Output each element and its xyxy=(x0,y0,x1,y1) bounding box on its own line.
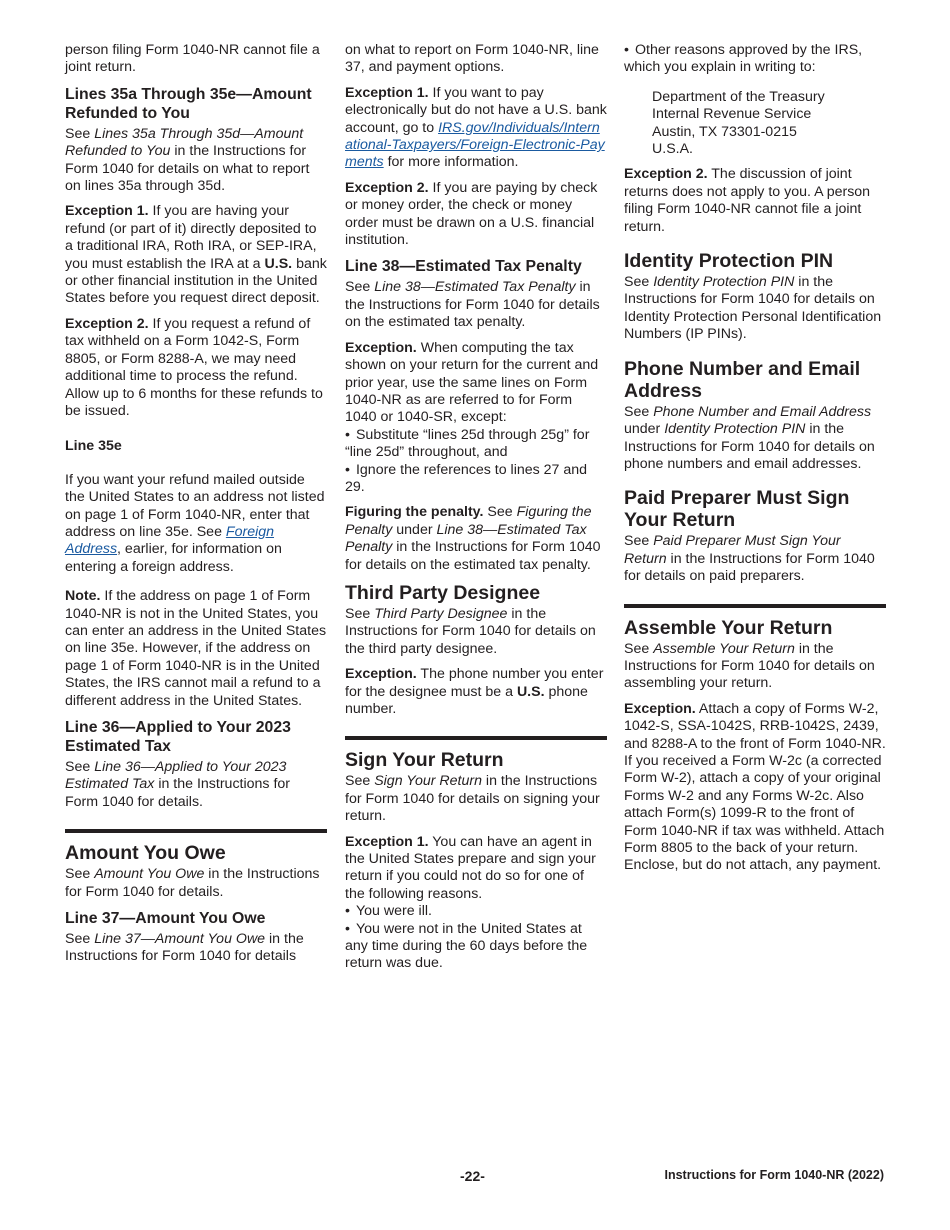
paragraph-35e: If you want your refund mailed outside the United States to an address not listed on page 1 of Form 1040-NR, enter that address on line 35e. See Foreign Address, earlier, for information on entering a foreign address. xyxy=(65,471,325,575)
paragraph-pin: See Identity Protection PIN in the Instructions for Form 1040 for details on Identity Protection Personal Identification Numbers (IP PINs). xyxy=(624,274,882,343)
heading-amount-you-owe: Amount You Owe xyxy=(65,842,226,865)
paragraph-37: See Line 37—Amount You Owe in the Instructions for Form 1040 for details xyxy=(65,931,304,965)
bullet-item: • Ignore the references to lines 27 and 29. xyxy=(345,462,607,497)
paragraph-36: See Line 36—Applied to Your 2023 Estimated Tax in the Instructions for Form 1040 for details. xyxy=(65,759,291,810)
bullet-item: • You were not in the United States at any time during the 60 days before the return was due. xyxy=(345,921,607,973)
address-line: Internal Revenue Service xyxy=(652,106,812,123)
figuring-the-penalty: Figuring the penalty. See Figuring the Penalty under Line 38—Estimated Tax Penalty in the Instructions for Form 1040 for details on the estimated tax penalty. xyxy=(345,504,601,573)
heading-lines-35a-35e: Lines 35a Through 35e—Amount Refunded to You xyxy=(65,85,312,122)
paragraph-sign: See Sign Your Return in the Instructions for Form 1040 for details on signing your return. xyxy=(345,773,600,825)
heading-line-37: Line 37—Amount You Owe xyxy=(65,910,266,928)
bullet-item: • Substitute “lines 25d through 25g” for “line 25d” throughout, and xyxy=(345,427,607,462)
heading-sign-your-return: Sign Your Return xyxy=(345,749,504,772)
page-number: -22- xyxy=(460,1168,485,1184)
heading-phone-email: Phone Number and Email Address xyxy=(624,357,861,402)
address-line: Department of the Treasury xyxy=(652,88,825,105)
exception-assemble: Exception. Attach a copy of Forms W-2, 1042-S, SSA-1042S, RRB-1042S, 2439, and 8288-A to the front of Form 1040-NR. If you received a Form W-2c (a corrected Form W-2), attach a copy of your original Forms W-2 and any Forms W-2c. Also attach Form(s) 1099-R to the front of Form 1040-NR if tax was withheld. Attach Form 8805 to the back of your return. Enclose, but do not attach, any payment. xyxy=(624,700,886,874)
heading-identity-protection-pin: Identity Protection PIN xyxy=(624,250,834,273)
column-3 xyxy=(624,42,886,883)
foreign-address-link[interactable]: Foreign Address xyxy=(65,523,275,558)
document-title-footer: Instructions for Form 1040-NR (2022) xyxy=(664,1168,884,1182)
heading-line-35e: Line 35e xyxy=(65,438,122,455)
exception-third-party: Exception. The phone number you enter for the designee must be a U.S. phone number. xyxy=(345,666,604,717)
column-2 xyxy=(345,42,607,973)
address-line: Austin, TX 73301-0215 xyxy=(652,123,797,140)
paragraph-third-party: See Third Party Designee in the Instructions for Form 1040 for details on the third party designee. xyxy=(345,605,596,657)
exception-2: Exception 2. If you request a refund of tax withheld on a Form 1042-S, Form 8805, or Form 8288-A, we may need additional time to process the refund. Allow up to 6 months for these refunds to be issued. xyxy=(65,315,323,419)
paragraph-phone: See Phone Number and Email Address under Identity Protection PIN in the Instructions for Form 1040 for details on phone numbers and email addresses. xyxy=(624,403,875,472)
heading-assemble-your-return: Assemble Your Return xyxy=(624,616,833,639)
exception-1: Exception 1. If you are having your refund (or part of it) directly deposited to a traditional IRA, Roth IRA, or SEP-IRA, you must establish the IRA at a U.S. bank or other financial institution in the United States before you request direct deposit. xyxy=(65,203,327,307)
section-divider xyxy=(624,604,886,608)
exception-sign: Exception 1. You can have an agent in the United States prepare and sign your return if you could not do so for one of the following reasons. xyxy=(345,833,596,902)
mailing-address xyxy=(652,89,886,159)
paragraph-amount-you-owe: See Amount You Owe in the Instructions for Form 1040 for details. xyxy=(65,866,320,900)
heading-paid-preparer: Paid Preparer Must Sign Your Return xyxy=(624,487,850,532)
exception-1-payment: Exception 1. If you want to pay electronically but do not have a U.S. bank account, go to IRS.gov/Individuals/International-Taxpayers/Foreign-Electronic-Payments for more information. xyxy=(345,84,607,171)
paragraph-paid-preparer: See Paid Preparer Must Sign Your Return in the Instructions for Form 1040 for details on paid preparers. xyxy=(624,533,875,585)
section-divider xyxy=(345,736,607,740)
heading-third-party-designee: Third Party Designee xyxy=(345,581,541,604)
paragraph-38: See Line 38—Estimated Tax Penalty in the Instructions for Form 1040 for details on the estimated tax penalty. xyxy=(345,279,600,331)
heading-line-38: Line 38—Estimated Tax Penalty xyxy=(345,258,582,276)
address-line: U.S.A. xyxy=(652,141,693,158)
paragraph-assemble: See Assemble Your Return in the Instructions for Form 1040 for details on assembling your return. xyxy=(624,640,875,692)
exception-2-joint: Exception 2. The discussion of joint returns does not apply to you. A person filing Form 1040-NR cannot file a joint return. xyxy=(624,166,871,235)
exception-penalty: Exception. When computing the tax shown on your return for the current and prior year, use the same lines on Form 1040-NR as are referred to for Form 1040 or 1040-SR, except: xyxy=(345,339,599,426)
section-divider xyxy=(65,829,327,833)
note: Note. If the address on page 1 of Form 1040-NR is not in the United States, you can enter an address in the United States on line 35e. However, if the address on page 1 of Form 1040-NR is in the United States, the IRS cannot mail a refund to a different address in the United States. xyxy=(65,588,327,709)
column-1 xyxy=(65,42,327,974)
foreign-electronic-payments-link[interactable]: IRS.gov/Individuals/International-Taxpayers/Foreign-Electronic-Payments xyxy=(345,119,605,171)
paragraph-35a: See Lines 35a Through 35d—Amount Refunded to You in the Instructions for Form 1040 for details on what to report on lines 35a through 35d. xyxy=(65,125,310,195)
paragraph: person filing Form 1040-NR cannot file a joint return. xyxy=(65,42,320,76)
heading-line-36: Line 36—Applied to Your 2023 Estimated Tax xyxy=(65,719,291,755)
paragraph: on what to report on Form 1040-NR, line 37, and payment options. xyxy=(345,42,599,76)
exception-2-payment: Exception 2. If you are paying by check or money order, the check or money order must be drawn on a U.S. financial institution. xyxy=(345,179,598,249)
bullet-item: • You were ill. xyxy=(345,903,607,920)
bullet-item: • Other reasons approved by the IRS, which you explain in writing to: xyxy=(624,42,886,77)
